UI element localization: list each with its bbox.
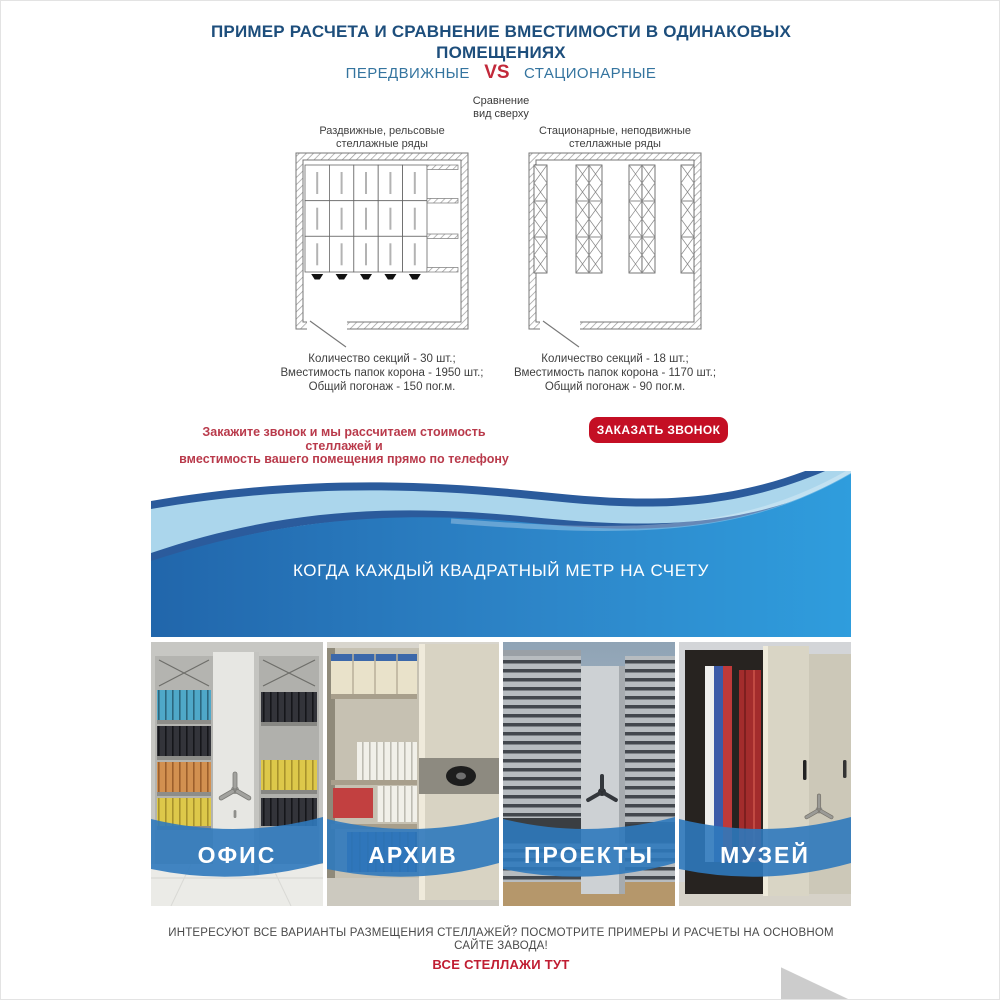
gallery-label-archive: АРХИВ xyxy=(368,842,458,868)
mobile-stats: Количество секций - 30 шт.; Вместимость папок корона - 1950 шт.; Общий погонаж - 150 пог.м. xyxy=(280,353,484,393)
diagram-mobile-shelving xyxy=(294,151,470,351)
corner-decoration xyxy=(781,967,853,1000)
banner-slogan: КОГДА КАЖДЫЙ КВАДРАТНЫЙ МЕТР НА СЧЕТУ xyxy=(292,561,710,580)
mobile-diagram-label: Раздвижные, рельсовые стеллажные ряды xyxy=(319,125,445,150)
footer-text: ИНТЕРЕСУЮТ ВСЕ ВАРИАНТЫ РАЗМЕЩЕНИЯ СТЕЛЛАЖЕЙ? ПОСМОТРИТЕ ПРИМЕРЫ И РАСЧЕТЫ НА ОСНОВНОМ САЙТЕ ЗАВОДА! xyxy=(168,927,834,952)
stationary-diagram-label: Стационарные, неподвижные стеллажные ряды xyxy=(539,125,691,150)
gallery xyxy=(151,642,851,906)
wave-banner xyxy=(151,471,851,637)
compare-note: Сравнение вид сверху xyxy=(472,95,530,120)
versus-left-label: ПЕРЕДВИЖНЫЕ xyxy=(345,65,470,82)
cta-text: Закажите звонок и мы рассчитаем стоимость стеллажей и вместимость вашего помещения прямо по телефону xyxy=(179,425,509,466)
all-shelving-link[interactable]: ВСЕ СТЕЛЛАЖИ ТУТ xyxy=(432,957,570,972)
gallery-label-projects: ПРОЕКТЫ xyxy=(524,842,654,868)
stationary-stats: Количество секций - 18 шт.; Вместимость папок корона - 1170 шт.; Общий погонаж - 90 пог.м. xyxy=(513,353,717,393)
page-title: ПРИМЕР РАСЧЕТА И СРАВНЕНИЕ ВМЕСТИМОСТИ В ОДИНАКОВЫХ ПОМЕЩЕНИЯХ xyxy=(210,22,791,62)
gallery-item-museum[interactable] xyxy=(679,642,851,906)
gallery-label-office: ОФИС xyxy=(197,842,277,868)
gallery-item-archive[interactable] xyxy=(327,642,499,906)
gallery-item-projects[interactable] xyxy=(503,642,675,906)
gallery-label-museum: МУЗЕЙ xyxy=(720,842,810,868)
gallery-item-office[interactable] xyxy=(151,642,323,906)
versus-vs-label: VS xyxy=(484,62,510,83)
versus-right-label: СТАЦИОНАРНЫЕ xyxy=(524,65,657,82)
versus-line xyxy=(151,62,851,84)
order-call-button[interactable]: ЗАКАЗАТЬ ЗВОНОК xyxy=(589,417,728,443)
diagram-stationary-shelving xyxy=(527,151,703,351)
